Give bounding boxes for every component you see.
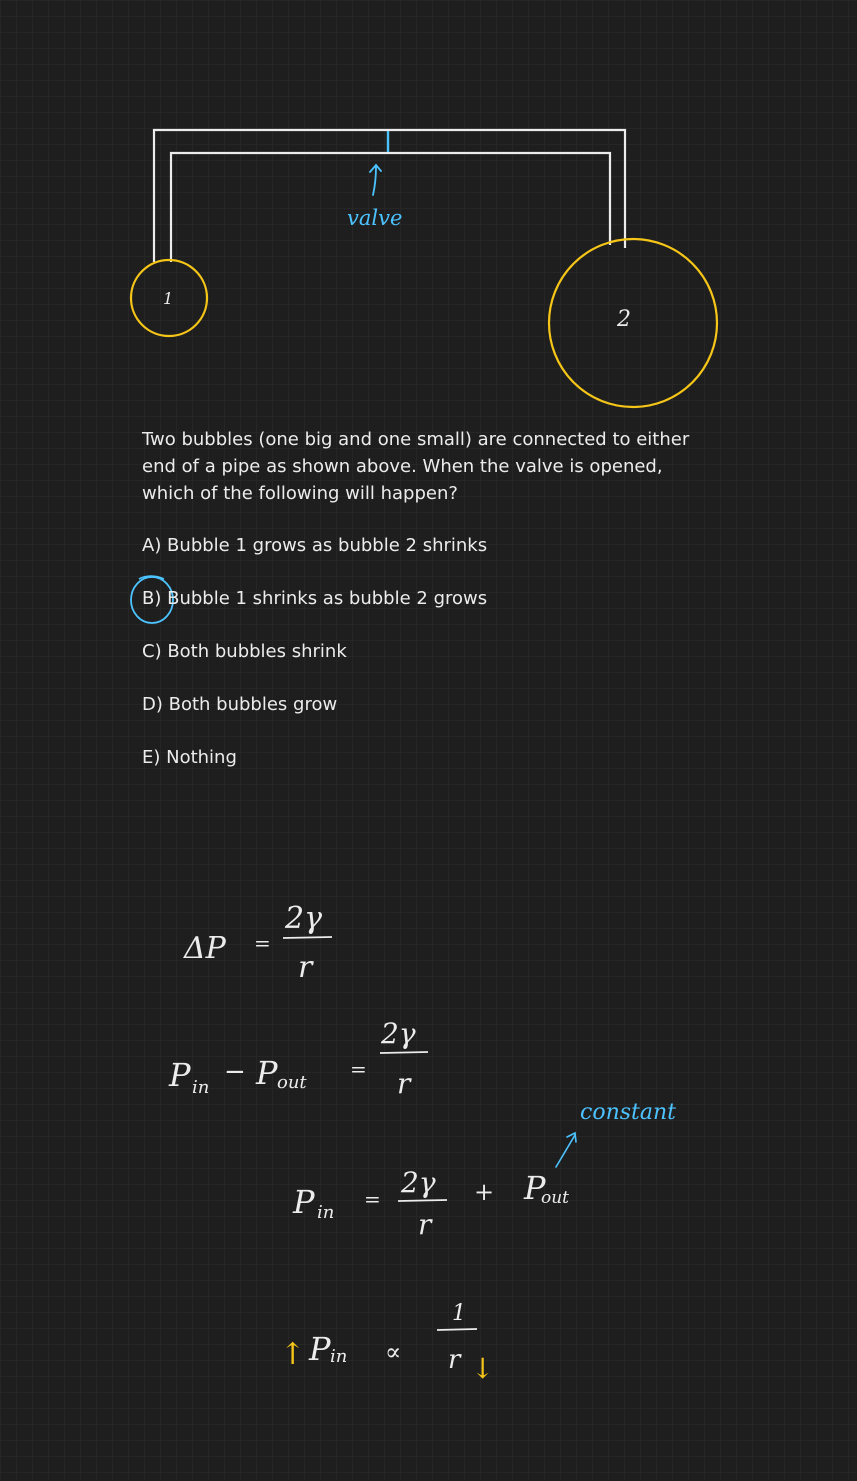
eq2-fraction-bar bbox=[380, 1052, 428, 1053]
eq1-denominator: r bbox=[298, 950, 313, 985]
constant-arrow-icon bbox=[556, 1133, 576, 1167]
constant-note: constant bbox=[580, 1100, 676, 1125]
eq4-lhs-sub: in bbox=[330, 1346, 348, 1367]
eq3-term-sub: out bbox=[541, 1188, 570, 1208]
equation-inside-pressure bbox=[292, 1166, 569, 1241]
eq3-term-p: P bbox=[524, 1169, 546, 1207]
eq2-numerator: 2γ bbox=[381, 1017, 416, 1050]
eq3-equals: = bbox=[364, 1187, 381, 1211]
bubble-small-label: 1 bbox=[163, 289, 174, 308]
eq2-lhs-p: P bbox=[169, 1056, 191, 1094]
equation-surface-pressure bbox=[183, 901, 332, 985]
eq2-denominator: r bbox=[397, 1067, 411, 1100]
pipe-outer-wall bbox=[154, 130, 625, 262]
eq3-plus: + bbox=[474, 1178, 495, 1206]
eq2-lhs-sub: in bbox=[192, 1077, 210, 1098]
option-e[interactable]: E) Nothing bbox=[142, 747, 237, 768]
eq3-numerator: 2γ bbox=[401, 1166, 436, 1199]
eq4-fraction-bar bbox=[437, 1329, 477, 1330]
eq1-equals: = bbox=[254, 931, 271, 955]
eq2-equals: = bbox=[350, 1057, 367, 1081]
equation-pressure-difference bbox=[168, 1017, 428, 1100]
eq4-lhs-p: P bbox=[309, 1330, 331, 1368]
eq3-fraction-bar bbox=[398, 1200, 447, 1201]
eq1-fraction-bar bbox=[283, 937, 332, 938]
eq1-lhs: ΔP bbox=[184, 931, 226, 966]
option-d[interactable]: D) Both bubbles grow bbox=[142, 694, 338, 715]
pipe bbox=[154, 130, 625, 262]
question-text: Two bubbles (one big and one small) are connected to either end of a pipe as shown above. When the valve is opened, which of the following will happen? bbox=[142, 429, 690, 504]
eq4-numerator: 1 bbox=[452, 1301, 466, 1326]
eq4-up-arrow-icon: ↑ bbox=[280, 1337, 306, 1372]
option-b[interactable]: B) Bubble 1 shrinks as bubble 2 grows bbox=[142, 588, 488, 609]
eq1-numerator: 2γ bbox=[285, 901, 323, 936]
bubble-large bbox=[549, 239, 717, 407]
eq2-rhs-sub: out bbox=[277, 1072, 307, 1093]
eq4-propto: ∝ bbox=[385, 1338, 402, 1366]
eq2-rhs-p: P bbox=[256, 1054, 278, 1092]
valve-arrow-icon bbox=[370, 165, 381, 195]
bubble-large-label: 2 bbox=[617, 307, 631, 332]
eq4-down-arrow-icon: ↓ bbox=[471, 1352, 495, 1385]
option-c[interactable]: C) Both bubbles shrink bbox=[142, 641, 347, 662]
valve-label: valve bbox=[347, 206, 403, 230]
equation-proportionality bbox=[280, 1301, 494, 1385]
eq2-minus: − bbox=[224, 1057, 246, 1087]
eq3-lhs-sub: in bbox=[317, 1202, 335, 1223]
eq3-denominator: r bbox=[418, 1208, 432, 1241]
eq4-denominator: r bbox=[448, 1345, 461, 1375]
option-a[interactable]: A) Bubble 1 grows as bubble 2 shrinks bbox=[142, 535, 488, 556]
eq3-lhs-p: P bbox=[293, 1183, 315, 1221]
